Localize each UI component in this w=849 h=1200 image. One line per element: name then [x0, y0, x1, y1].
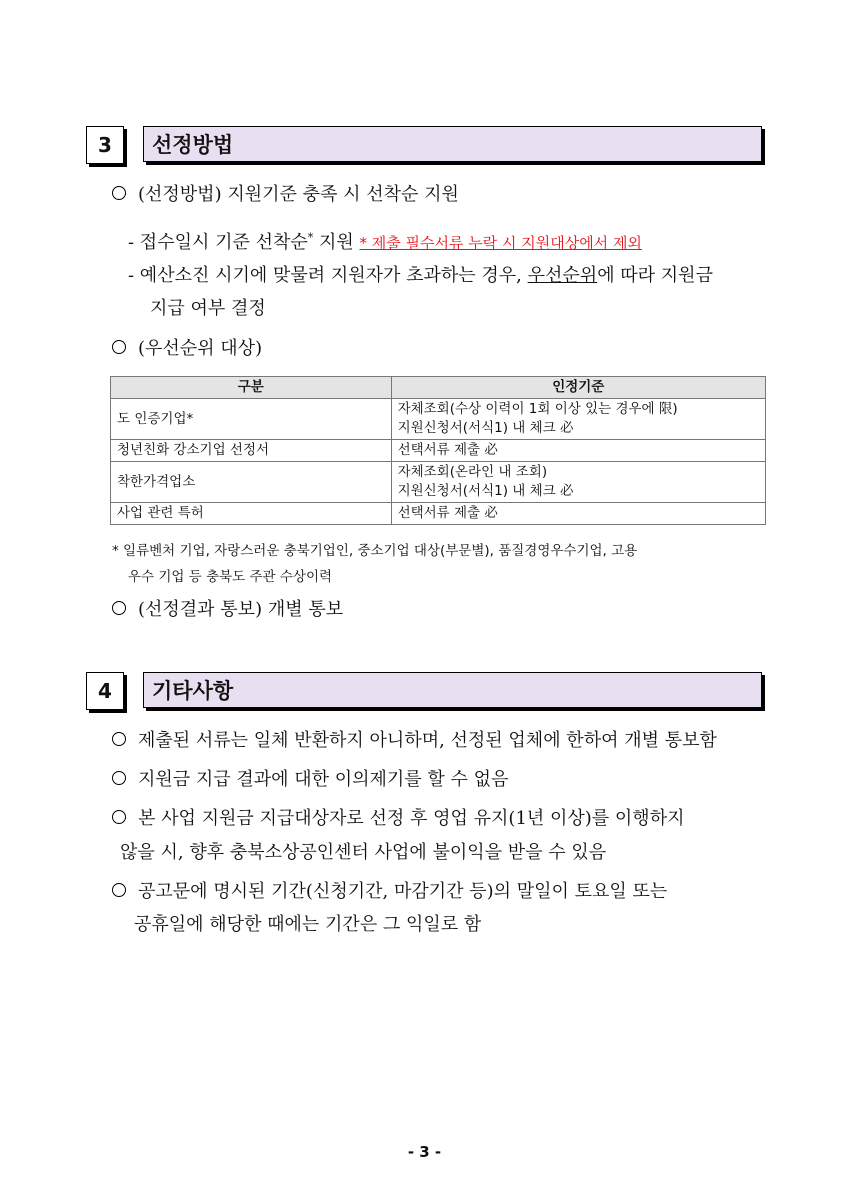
- list-item: 본 사업 지원금 지급대상자로 선정 후 영업 유지(1년 이상)를 이행하지: [112, 807, 684, 831]
- list-item-cont: 않을 시, 향후 충북소상공인센터 사업에 불이익을 받을 수 있음: [120, 842, 607, 863]
- section-number: 4: [86, 672, 124, 710]
- list-item: 제출된 서류는 일체 반환하지 아니하며, 선정된 업체에 한하여 개별 통보함: [112, 729, 717, 753]
- dash-item-first-come: - 접수일시 기준 선착순* 지원 * 제출 필수서류 누락 시 지원대상에서 제외: [128, 231, 642, 253]
- list-item: 공고문에 명시된 기간(신청기간, 마감기간 등)의 말일이 토요일 또는: [112, 880, 667, 904]
- table-header-row: [111, 377, 766, 399]
- table-row: 착한가격업소 자체조회(온라인 내 조회) 지원신청서(서식1) 내 체크 必: [111, 462, 766, 503]
- table-row: 청년친화 강소기업 선정서 선택서류 제출 必: [111, 440, 766, 462]
- priority-table: [110, 376, 766, 525]
- circle-bullet-icon: [112, 186, 126, 200]
- table-row: 사업 관련 특허 선택서류 제출 必: [111, 503, 766, 525]
- header-criteria: 인정기준: [391, 377, 765, 399]
- circle-bullet-icon: [112, 883, 126, 897]
- circle-bullet-icon: [112, 340, 126, 354]
- circle-bullet-icon: [112, 601, 126, 615]
- bullet-result-notice: (선정결과 통보) 개별 통보: [112, 598, 343, 622]
- page-number: - 3 -: [407, 1143, 442, 1161]
- section-number: 3: [86, 126, 124, 164]
- section-title: 기타사항: [143, 672, 762, 708]
- dash-item-budget-cont: 지급 여부 결정: [150, 298, 266, 319]
- table-row: 도 인증기업* 자체조회(수상 이력이 1회 이상 있는 경우에 限) 지원신청서(서식1) 내 체크 必: [111, 399, 766, 440]
- circle-bullet-icon: [112, 810, 126, 824]
- dash-item-budget: - 예산소진 시기에 맞물려 지원자가 초과하는 경우, 우선순위에 따라 지원금: [128, 265, 713, 286]
- bullet-priority: (우선순위 대상): [112, 337, 262, 361]
- list-item: 지원금 지급 결과에 대한 이의제기를 할 수 없음: [112, 768, 508, 792]
- header-category: 구분: [111, 377, 392, 399]
- circle-bullet-icon: [112, 732, 126, 746]
- footnote-line2: 우수 기업 등 충북도 주관 수상이력: [128, 569, 333, 585]
- circle-bullet-icon: [112, 771, 126, 785]
- bullet-selection-method: (선정방법) 지원기준 충족 시 선착순 지원: [112, 183, 459, 207]
- section-title: 선정방법: [143, 126, 762, 162]
- exclusion-note: * 제출 필수서류 누락 시 지원대상에서 제외: [359, 234, 642, 252]
- footnote-line1: * 일류벤처 기업, 자랑스러운 충북기업인, 중소기업 대상(부문별), 품질경영우수기업, 고용: [112, 543, 638, 559]
- list-item-cont: 공휴일에 해당한 때에는 기간은 그 익일로 함: [134, 914, 482, 935]
